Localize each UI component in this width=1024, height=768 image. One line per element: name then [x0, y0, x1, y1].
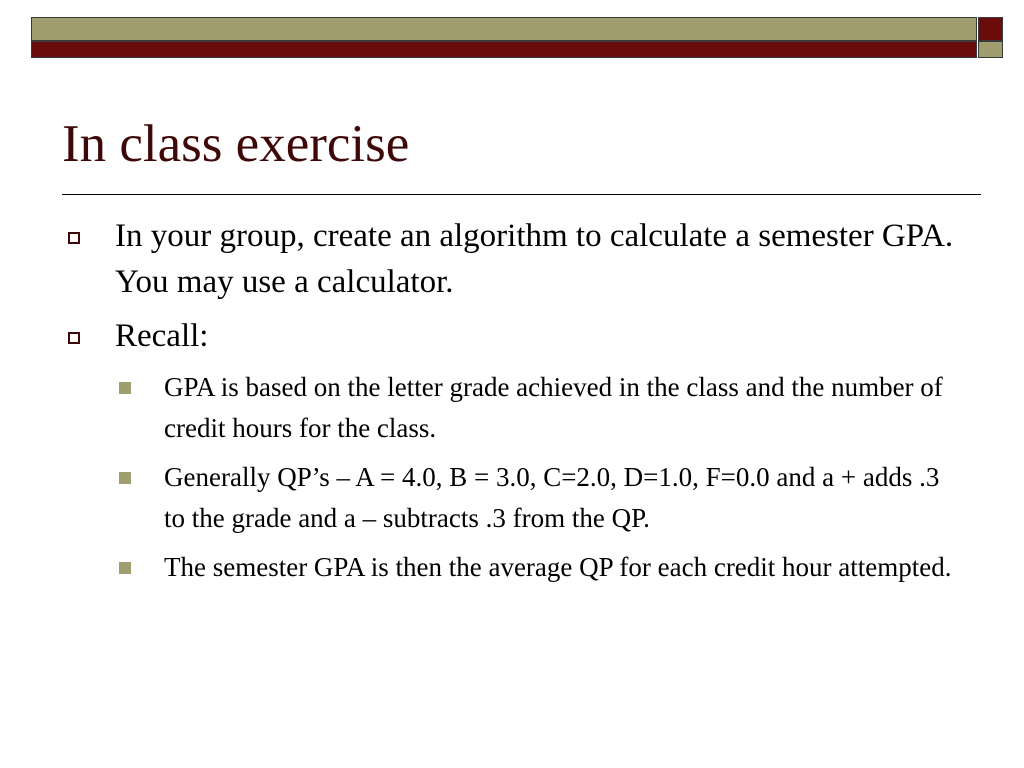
sub-bullet-item [62, 547, 962, 588]
hollow-square-bullet-icon [68, 332, 80, 344]
sub-bullet-text: Generally QP’s – A = 4.0, B = 3.0, C=2.0, D=1.0, F=0.0 and a + adds .3 to the grade and a – subtracts .3 from the QP. [164, 462, 940, 533]
header-olive-square [978, 41, 1003, 58]
header-red-bar [31, 41, 977, 58]
filled-square-bullet-icon [119, 472, 131, 484]
header-red-square [978, 17, 1003, 41]
bullet-item [62, 313, 962, 359]
sub-bullet-text: GPA is based on the letter grade achieved in the class and the number of credit hours for the class. [164, 372, 943, 443]
title-divider [62, 194, 981, 195]
hollow-square-bullet-icon [68, 232, 80, 244]
sub-bullet-text: The semester GPA is then the average QP for each credit hour attempted. [164, 552, 952, 582]
slide-title: In class exercise [62, 115, 410, 173]
bullet-item [62, 213, 962, 305]
filled-square-bullet-icon [119, 382, 131, 394]
sub-bullet-item [62, 367, 962, 449]
sub-bullet-item [62, 457, 962, 539]
slide-body [62, 213, 962, 596]
header-olive-bar [31, 17, 977, 41]
bullet-text: In your group, create an algorithm to calculate a semester GPA. You may use a calculator. [115, 218, 954, 300]
filled-square-bullet-icon [119, 562, 131, 574]
bullet-text: Recall: [115, 318, 209, 354]
